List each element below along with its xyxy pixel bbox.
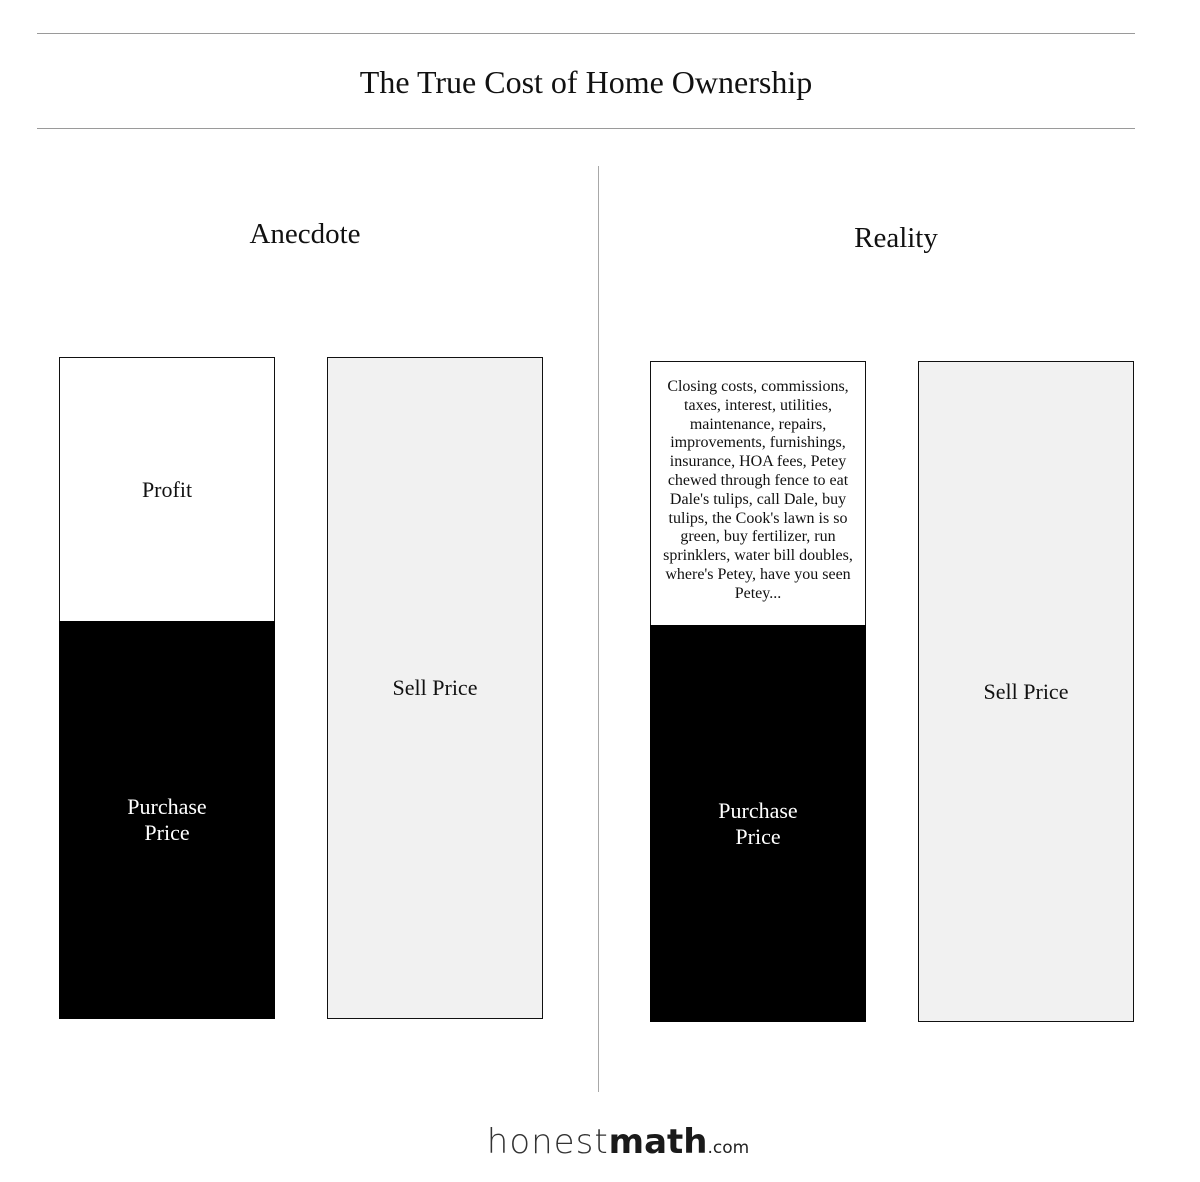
reality-purchase-label-line1: Purchase [718, 797, 798, 823]
reality-sell-label: Sell Price [983, 678, 1069, 704]
reality-purchase-label [703, 798, 813, 850]
page-title: The True Cost of Home Ownership [359, 64, 813, 100]
panel-divider [598, 166, 599, 1092]
reality-purchase-label-line2: Price [735, 823, 781, 849]
anecdote-purchase-label-line2: Price [144, 820, 190, 845]
anecdote-purchase-bar [59, 621, 275, 1019]
logo-honest: honest [486, 1122, 609, 1162]
anecdote-sell-bar [327, 357, 543, 1019]
reality-purchase-bar [650, 625, 866, 1022]
reality-costs-text: Closing costs, commissions, taxes, interest, utilities, maintenance, repairs, improvements, furnishings, insurance, HOA fees, Petey chewed through fence to eat Dale's tulips, call Dale, buy tulips, the Cook's lawn is so green, buy fertilizer, run sprinklers, water bill doubles, where's Petey, have you seen Petey... [663, 378, 853, 602]
reality-sell-bar [918, 361, 1134, 1022]
reality-costs-bar [650, 361, 866, 627]
anecdote-purchase-label-line1: Purchase [127, 794, 207, 819]
honestmath-logo [0, 1122, 1200, 1162]
anecdote-profit-label: Profit [141, 476, 193, 502]
top-rule [37, 33, 1135, 34]
logo-tld: .com [707, 1138, 750, 1158]
anecdote-profit-bar [59, 357, 275, 622]
reality-heading: Reality [854, 222, 938, 254]
logo-math: math [608, 1122, 708, 1162]
anecdote-heading: Anecdote [249, 218, 361, 250]
anecdote-purchase-label [112, 794, 222, 846]
anecdote-sell-label: Sell Price [392, 675, 478, 700]
title-bottom-rule [37, 128, 1135, 129]
